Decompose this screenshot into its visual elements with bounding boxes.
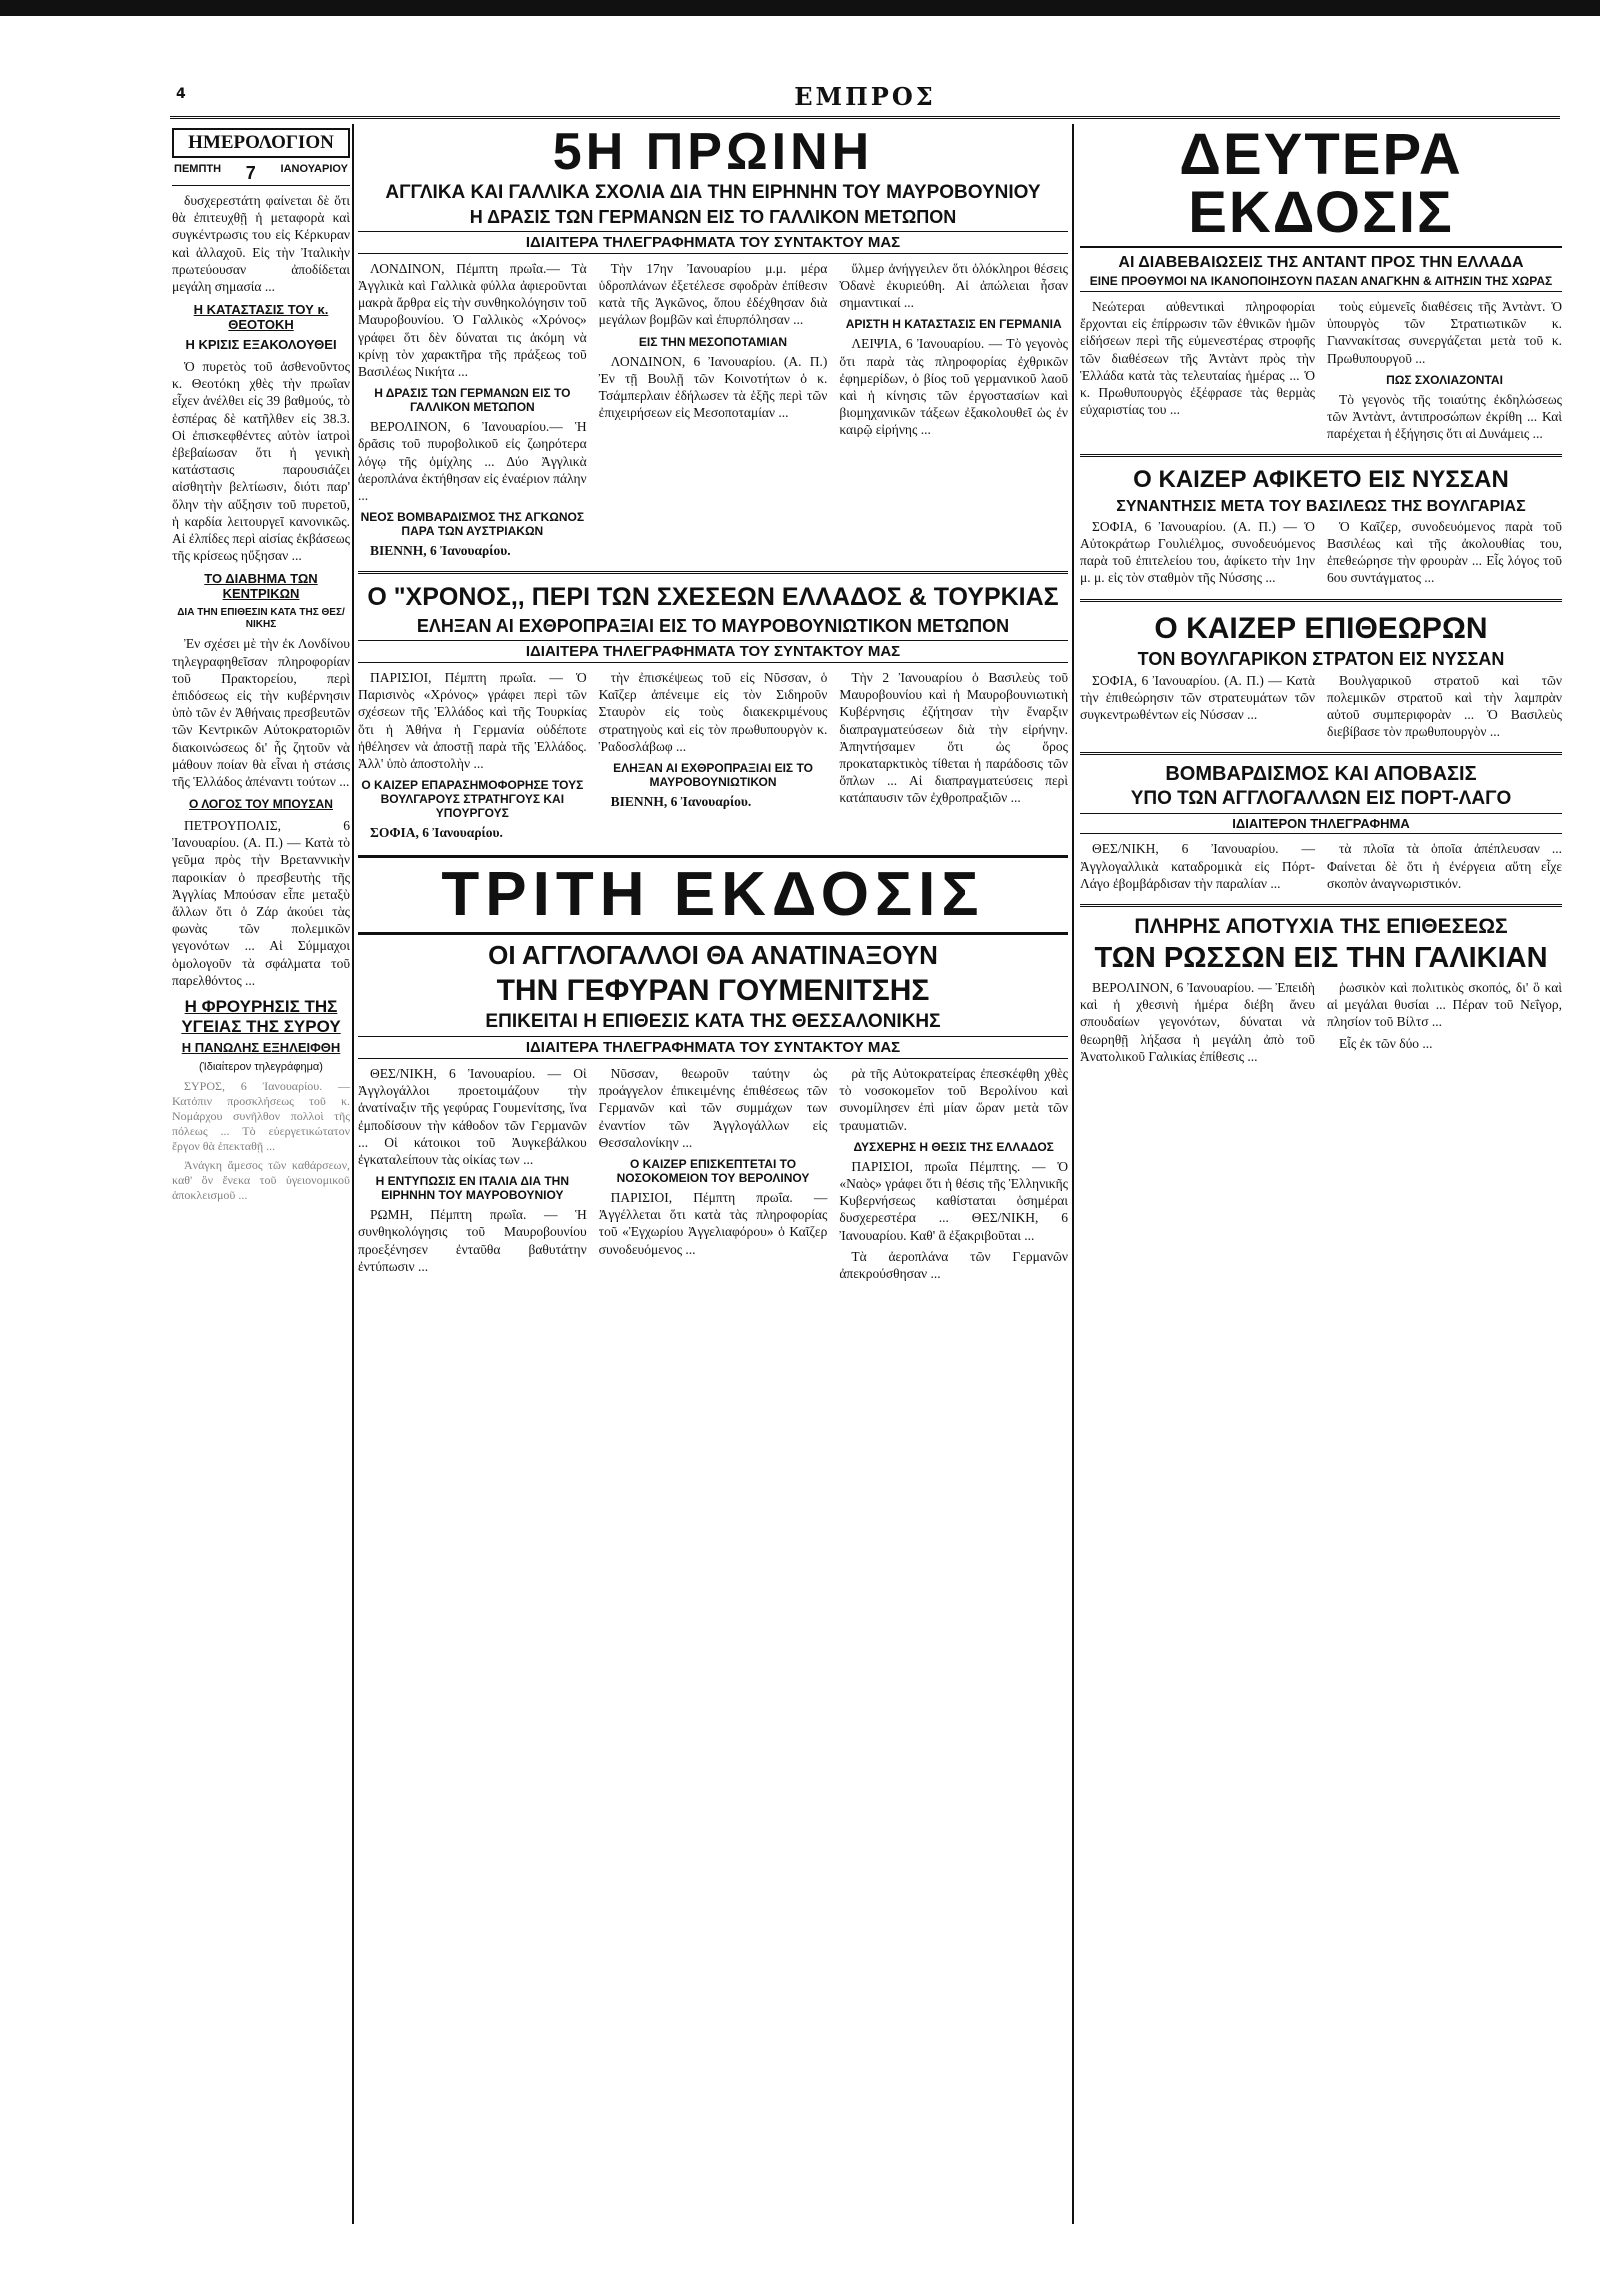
article-text: ΒΕΡΟΛΙΝΟΝ, 6 Ἰανουαρίου. — Ἐπειδὴ καὶ ἡ χθεσινὴ ἡμέρα διέβη ἄνευ σπουδαίων γεγονότων, δύναται νὰ θεωρηθῇ λήξασα ἡ μεγάλη ἀπὸ τοῦ Ἀνατολικοῦ Γαλικίας ἐπίθεσις ... [1080,979,1315,1064]
article-text: ΛΕΙΨΙΑ, 6 Ἰανουαρίου. — Τὸ γεγονὸς ὅτι παρὰ τὰς πληροφορίας ἐχθρικῶν ἐφημερίδων, ὁ βίος τοῦ γερμανικοῦ λαοῦ καὶ ἡ κίνησις τῶν ἐργοστασίων καὶ βιομηχανικῶν τάξεων ἐξακολουθεῖ ὡς ἐν καιρῷ εἰρήνης ... [839,336,1069,438]
telegram-label: ΙΔΙΑΙΤΕΡΑ ΤΗΛΕΓΡΑΦΗΜΑΤΑ ΤΟΥ ΣΥΝΤΑΚΤΟΥ ΜΑΣ [358,231,1068,254]
telegram-label: ΙΔΙΑΙΤΕΡΑ ΤΗΛΕΓΡΑΦΗΜΑΤΑ ΤΟΥ ΣΥΝΤΑΚΤΟΥ ΜΑΣ [358,1036,1068,1059]
article-text: ῥωσικὸν καὶ πολιτικὸς σκοπός, δι' ὃ καὶ αἱ μεγάλαι θυσίαι ... Πέραν τοῦ Νεΐγορ, πλησίον τοῦ Βίλτσ ... [1327,979,1562,1030]
headline: Ο ΚΑΙΖΕΡ ΕΠΙΘΕΩΡΩΝ [1154,611,1488,645]
headline: ΤΟ ΔΙΑΒΗΜΑ ΤΩΝ ΚΕΝΤΡΙΚΩΝ [204,571,318,602]
section-headline: 5Η ΠΡΩΙΝΗ [552,123,874,181]
subheadline: ΝΕΟΣ ΒΟΜΒΑΡΔΙΣΜΟΣ ΤΗΣ ΑΓΚΩΝΟΣ ΠΑΡΑ ΤΩΝ ΑΥΣΤΡΙΑΚΩΝ [360,510,585,539]
article-columns [1080,672,1562,745]
column-calendar [172,128,350,1207]
dateline: ΣΟΦΙΑ, 6 Ἰανουαρίου. [370,825,503,841]
subheadline: ΤΩΝ ΡΩΣΣΩΝ ΕΙΣ ΤΗΝ ΓΑΛΙΚΙΑΝ [1094,942,1548,975]
article-text: τὰ πλοῖα τὰ ὁποῖα ἀπέπλευσαν ... Φαίνεται δὲ ὅτι ἡ ἐνέργεια αὕτη εἶχε σκοπὸν ἀναγνωριστικόν. [1327,841,1562,891]
subheadline: Η ΔΡΑΣΙΣ ΤΩΝ ΓΕΡΜΑΝΩΝ ΕΙΣ ΤΟ ΓΑΛΛΙΚΟΝ ΜΕΤΩΠΟΝ [469,206,957,227]
date-bar [172,162,350,186]
article-text: ΠΑΡΙΣΙΟΙ, Πέμπτη πρωΐα. — Ὁ Παρισινὸς «Χρόνος» γράφει περὶ τῶν σχέσεων τῆς Ἑλλάδος καὶ τῆς Τουρκίας ὅτι ἡ Ἀθήνα ἡ Γερμανία οὐδέποτε ἠθέλησεν νὰ ἀποστῇ παρὰ τῆς Ἑλλάδος. Ἀλλ' ὑπὸ ἀποστολὴν ... [358,669,587,771]
article-text: τὴν ἐπισκέψεως τοῦ εἰς Νῦσσαν, ὁ Καῖζερ ἀπένειμε εἰς τὸν Σιδηροῦν Σταυρὸν εἰς τοὺς διακεκριμένους στρατηγοὺς καὶ εἰς τὸν πρωθυπουργὸν κ. Ῥαδοσλάβωφ ... [598,669,828,754]
dateline: ΒΙΕΝΝΗ, 6 Ἰανουαρίου. [610,793,752,809]
column-rule [352,124,354,2224]
article-text: ΠΑΡΙΣΙΟΙ, πρωΐα Πέμπτης. — Ὁ «Ναὸς» γράφει ὅτι ἡ θέσις τῆς Ἑλληνικῆς Κυβερνήσεως καθίσταται ὁσημέραι δυσχερεστέρα ... ΘΕΣ/ΝΙΚΗ, 6 Ἰανουαρίου. Καθ' ἃ ἐξακριβοῦται ... [839,1158,1069,1243]
section-headline: ΔΕΥΤΕΡΑ ΕΚΔΟΣΙΣ [1080,126,1562,248]
subheadline: ΕΠΙΚΕΙΤΑΙ Η ΕΠΙΘΕΣΙΣ ΚΑΤΑ ΤΗΣ ΘΕΣΣΑΛΟΝΙΚΗΣ [485,1010,941,1032]
headline: ΠΛΗΡΗΣ ΑΠΟΤΥΧΙΑ ΤΗΣ ΕΠΙΘΕΣΕΩΣ [1134,915,1508,939]
article-text: τοὺς εὐμενεῖς διαθέσεις τῆς Ἀντὰντ. Ὁ ὑπουργὸς τῶν Στρατιωτικῶν κ. Γιαννακίτσας συνεργάζεται μετὰ τοῦ κ. Πρωθυπουργοῦ ... [1327,299,1562,366]
article-columns [1080,298,1562,446]
article-text: Νῦσσαν, θεωροῦν ταύτην ὡς προάγγελον ἐπικειμένης ἐπιθέσεως τῶν Γερμανῶν καὶ τῶν συμμάχων των ἐναντίον τῶν Ἀγγλογάλλων εἰς Θεσσαλονίκην ... [598,1065,828,1150]
telegram-label: ΙΔΙΑΙΤΕΡΑ ΤΗΛΕΓΡΑΦΗΜΑΤΑ ΤΟΥ ΣΥΝΤΑΚΤΟΥ ΜΑΣ [358,640,1068,663]
top-black-band [0,0,1600,16]
headline: ΟΙ ΑΓΓΛΟΓΑΛΛΟΙ ΘΑ ΑΝΑΤΙΝΑΞΟΥΝ [488,940,938,971]
article-text: Τὴν 2 Ἰανουαρίου ὁ Βασιλεὺς τοῦ Μαυροβουνίου καὶ ἡ Μαυροβουνιωτικὴ Κυβέρνησις ἐζήτησαν τὴν ἔναρξιν διαπραγματεύσεων διὰ τὴν εἰρήνην. Ἀπηντήσαμεν ὅτι ὡς ὅρος προκαταρκτικὸς τίθεται ἡ παράδοσις τῶν ὅπλων ... Αἱ διαπραγματεύσεις περὶ κατάπαυσιν τῶν ἐχθροπραξιῶν ... [839,669,1069,806]
article-text: ΘΕΣ/ΝΙΚΗ, 6 Ἰανουαρίου. — Ἀγγλογαλλικὰ καταδρομικὰ εἰς Πόρτ-Λάγο ἐβομβάρδισαν τὴν παραλίαν ... [1080,841,1315,891]
subheadline: Η ΔΡΑΣΙΣ ΤΩΝ ΓΕΡΜΑΝΩΝ ΕΙΣ ΤΟ ΓΑΛΛΙΚΟΝ ΜΕΤΩΠΟΝ [374,386,571,415]
article-text: Τὰ ἀεροπλάνα τῶν Γερμανῶν ἀπεκρούσθησαν ... [839,1248,1069,1281]
date-day: ΠΕΜΠΤΗ [174,163,222,175]
subheadline: ΔΙΑ ΤΗΝ ΕΠΙΘΕΣΙΝ ΚΑΤΑ ΤΗΣ ΘΕΣ/ΝΙΚΗΣ [177,607,345,630]
article-text: Ἀνάγκη ἄμεσος τῶν καθάρσεων, καθ' ὃν ἕνεκα τοῦ ὑγειονομικοῦ ἀποκλεισμοῦ ... [172,1157,350,1202]
article-text: ΣΟΦΙΑ, 6 Ἰανουαρίου. (Α. Π.) — Ὁ Αὐτοκράτωρ Γουλιέλμος, συνοδευόμενος παρὰ τοῦ ἐπιτελείου του, ἀφίκετο τὴν 1ην μ. μ. εἰς τὸν σταθμὸν τῆς Νύσσης ... [1080,518,1315,586]
subheadline: ΤΟΝ ΒΟΥΛΓΑΡΙΚΟΝ ΣΤΡΑΤΟΝ ΕΙΣ ΝΥΣΣΑΝ [1137,648,1505,669]
article-columns [1080,979,1562,1069]
subheadline: Η ΠΑΝΩΛΗΣ ΕΞΗΛΕΙΦΘΗ [181,1040,341,1056]
article-galicia [1080,904,1562,1069]
article-text: ὕλμερ ἀνήγγειλεν ὅτι ὁλόκληροι θέσεις Ὀδανὲ ἐκυριεύθη. Αἱ ἀπώλειαι ἦσαν σημαντικαί ... [839,260,1069,311]
article-text: Ἐν σχέσει μὲ τὴν ἐκ Λονδίνου τηλεγραφηθεῖσαν πληροφορίαν τοῦ Πρακτορείου, περὶ ἐπιδόσεως εἰς τὴν κυβέρνησιν ὑπὸ τῶν ἐν Ἀθήναις πρεσβευτῶν τῶν Κεντρικῶν Αὐτοκρατοριῶν διακοινώσεως δι' ἧς ζητοῦν νὰ μάθουν ποίαν θὰ εἶναι ἡ στάσις τῆς Ἑλλάδος ἀπέναντι τούτων ... [172,636,350,789]
article-chronos [358,571,1068,845]
subheadline: Ο ΚΑΙΖΕΡ ΕΠΙΣΚΕΠΤΕΤΑΙ ΤΟ ΝΟΣΟΚΟΜΕΙΟΝ ΤΟΥ ΒΕΡΟΛΙΝΟΥ [616,1156,810,1185]
article-columns [358,260,1068,564]
article-columns [1080,518,1562,591]
article-kaiser-nis [1080,454,1562,590]
article-text: Νεώτεραι αὐθεντικαὶ πληροφορίαι ἔρχονται εἰς ἐπίρρωσιν τῶν ἐθνικῶν ἡμῶν εἰδήσεων περὶ τῆς εὐμενεστέρας στροφῆς τῶν διαθέσεων τῆς Ἀντὰντ πρὸς τὴν Ἑλλάδα κατὰ τὰς τελευταίας ἡμέρας ... Ὁ κ. Πρωθυπουργὸς ἐξέφρασε τὰς θερμὰς εὐχαριστίας του ... [1080,299,1315,418]
calendar-box-title: ΗΜΕΡΟΛΟΓΙΟΝ [172,128,350,158]
date-month: ΙΑΝΟΥΑΡΙΟΥ [280,163,348,175]
subheadline: Η ΚΡΙΣΙΣ ΕΞΑΚΟΛΟΥΘΕΙ [185,337,337,353]
subheadline: ΥΠΟ ΤΩΝ ΑΓΓΛΟΓΑΛΛΩΝ ΕΙΣ ΠΟΡΤ-ΛΑΓΟ [1130,788,1512,810]
subheadline: ΔΥΣΧΕΡΗΣ Η ΘΕΣΙΣ ΤΗΣ ΕΛΛΑΔΟΣ [853,1139,1054,1154]
newspaper-title: ΕΜΠΡΟΣ [794,82,936,111]
headline: Η ΦΡΟΥΡΗΣΙΣ ΤΗΣ ΥΓΕΙΑΣ ΤΗΣ ΣΥΡΟΥ [181,997,341,1036]
article-text: Βουλγαρικοῦ στρατοῦ καὶ τῶν πολεμικῶν στρατοῦ καὶ τὴν λαμπρὰν αὐτοῦ συμπεριφορὰν ... Ὁ Βασιλεὺς διεβίβασε τὸν πρωθυπουργὸν ... [1327,672,1562,740]
article-text: Τὸ γεγονὸς τῆς τοιαύτης ἐκδηλώσεως τῶν Ἀντὰντ, ἀντιπροσώπων ἐκρίθη ... Καὶ παρέχεται ἡ ἐξήγησις ὅτι αἱ Δυνάμεις ... [1327,391,1562,442]
article-text: ΘΕΣ/ΝΙΚΗ, 6 Ἰανουαρίου. — Οἱ Ἀγγλογάλλοι προετοιμάζουν τὴν ἀνατίναξιν τῆς γεφύρας Γουμενίτσης, ἵνα ἐμποδίσουν τὴν κάθοδον τῶν Γερμανῶν ... Οἱ κάτοικοι τοῦ Ἀυγκεβάλκου ἐγκαταλείπουν τὰς οἰκίας των ... [358,1065,587,1167]
article-text: Εἷς ἐκ τῶν δύο ... [1339,1035,1433,1051]
article-columns [358,669,1068,845]
article-text: Τὴν 17ην Ἰανουαρίου μ.μ. μέρα ὑδροπλάνων ἐξετέλεσε σφοδρὰν ἐπίθεσιν κατὰ τῆς Ἀγκῶνος, ὅπου ἐδέχθησαν διὰ μεγάλων βομβῶν καὶ ἐπυρπόλησαν ... [598,260,828,328]
article-text: ΠΕΤΡΟΥΠΟΛΙΣ, 6 Ἰανουαρίου. (Α. Π.) — Κατὰ τὸ γεῦμα πρὸς τὴν Βρεταννικὴν παροικίαν ὁ πρεσβευτὴς τῆς Ἀγγλίας Μπούσαν εἶπε μεταξὺ ἄλλων ὅτι ὁ Ζάρ ἀκούει τὰς φωνὰς τῶν πολεμικῶν γεγονότων ... Αἱ Σύμμαχοι ὁμολογοῦν τὰ σφάλματα τοῦ παρελθόντος ... [172,817,350,988]
article-text: ΛΟΝΔΙΝΟΝ, Πέμπτη πρωΐα.— Τὰ Ἀγγλικὰ καὶ Γαλλικὰ φύλλα ἀφιεροῦνται μακρὰ ἄρθρα εἰς τὴν συνθηκολόγησιν τοῦ Μαυροβουνίου. Ὁ Γαλλικὸς «Χρόνος» γράφει ὅτι δὲν δύναται τις ἀκόμη νὰ κρίνῃ τὸν χαρακτῆρα τῆς πράξεως τοῦ Βασιλέως Νικήτα ... [358,260,587,380]
headline: ΑΙ ΔΙΑΒΕΒΑΙΩΣΕΙΣ ΤΗΣ ΑΝΤΑΝΤ ΠΡΟΣ ΤΗΝ ΕΛΛΑΔΑ [1118,254,1524,271]
dateline: (Ἰδιαίτερον τηλεγράφημα) [199,1061,323,1074]
telegram-label: ΙΔΙΑΙΤΕΡΟΝ ΤΗΛΕΓΡΑΦΗΜΑ [1080,813,1562,834]
subheadline: ΕΙΝΕ ΠΡΟΘΥΜΟΙ ΝΑ ΙΚΑΝΟΠΟΙΗΣΟΥΝ ΠΑΣΑΝ ΑΝΑΓΚΗΝ & ΑΙΤΗΣΙΝ ΤΗΣ ΧΩΡΑΣ [1080,274,1562,292]
subheadline: ΣΥΝΑΝΤΗΣΙΣ ΜΕΤΑ ΤΟΥ ΒΑΣΙΛΕΩΣ ΤΗΣ ΒΟΥΛΓΑΡΙΑΣ [1116,497,1526,515]
article-text: Ὁ πυρετὸς τοῦ ἀσθενοῦντος κ. Θεοτόκη χθὲς τὴν πρωΐαν εἶχεν ἀνέλθει εἰς 39 βαθμούς, τὸ ἑσπέρας δὲ κατῆλθεν εἰς 38.3. Οἱ ἐπισκεφθέντες αὐτὸν ἰατροὶ ἐβεβαίωσαν ὅτι ἡ γενικὴ κατάστασις παρουσιάζει αἰσθητὴν βελτίωσιν, διότι παρ' ὅλην τὴν αὔξησιν τοῦ πυρετοῦ, ἡ καρδία λειτουργεῖ κανονικῶς. Αἱ ἐλπίδες περὶ αἰσίας ἐκβάσεως τῆς κρίσεως ηὔξησαν ... [172,359,350,564]
column-second-edition [1080,122,1562,1069]
dateline: ΒΙΕΝΝΗ, 6 Ἰανουαρίου. [370,543,511,559]
headline: ΤΗΝ ΓΕΦΥΡΑΝ ΓΟΥΜΕΝΙΤΣΗΣ [496,973,930,1007]
column-rule [1072,124,1074,2224]
article-text: ΡΩΜΗ, Πέμπτη πρωΐα. — Ἡ συνθηκολόγησις τοῦ Μαυροβουνίου προεξένησεν ἐνταῦθα βαθυτάτην ἐντύπωσιν ... [358,1207,587,1274]
article-text: ΣΟΦΙΑ, 6 Ἰανουαρίου. (Α. Π.) — Κατὰ τὴν ἐπιθεώρησιν τῶν στρατευμάτων τῶν συγκεντρωθέντων εἰς Νύσσαν ... [1080,672,1315,723]
article-text: ΒΕΡΟΛΙΝΟΝ, 6 Ἰανουαρίου.— Ἡ δρᾶσις τοῦ πυροβολικοῦ εἰς ζωηρότερα λόγῳ τῆς ὁμίχλης ... Δύο Ἀγγλικὰ ἀεροπλάνα ἐκτήθησαν εἰς ἐναέριον πάλην ... [358,419,587,504]
subheadline: Η ΕΝΤΥΠΩΣΙΣ ΕΝ ΙΤΑΛΙΑ ΔΙΑ ΤΗΝ ΕΙΡΗΝΗΝ ΤΟΥ ΜΑΥΡΟΒΟΥΝΙΟΥ [375,1174,569,1203]
page-number: 4 [176,86,186,102]
article-text: ΠΑΡΙΣΙΟΙ, Πέμπτη πρωΐα. — Ἀγγέλλεται ὅτι κατὰ τὰς πληροφορίας τοῦ «Ἐγχωρίου Ἀγγελιαφόρου» ὁ Καῖζερ συνοδευόμενος ... [598,1189,828,1257]
subheadline: ΕΛΗΞΑΝ ΑΙ ΕΧΘΡΟΠΡΑΞΙΑΙ ΕΙΣ ΤΟ ΜΑΥΡΟΒΟΥΝΙΩΤΙΚΟΝ [613,760,813,789]
article-columns [358,1065,1068,1286]
article-port-lagos [1080,752,1562,896]
subheadline: ΑΡΙΣΤΗ Η ΚΑΤΑΣΤΑΣΙΣ ΕΝ ΓΕΡΜΑΝΙΑ [845,317,1062,332]
subheadline: Ο ΚΑΙΖΕΡ ΕΠΑΡΑΣΗΜΟΦΟΡΗΣΕ ΤΟΥΣ ΒΟΥΛΓΑΡΟΥΣ ΣΤΡΑΤΗΓΟΥΣ ΚΑΙ ΥΠΟΥΡΓΟΥΣ [361,778,584,821]
article-text: Ὁ Καῖζερ, συνοδευόμενος παρὰ τοῦ Βασιλέως καὶ τῆς ἀκολουθίας του, ἐπεθεώρησε τὴν φρουρὰν ... Εἷς λόγος τοῦ 6ου συντάγματος ... [1327,518,1562,586]
article-text: ΛΟΝΔΙΝΟΝ, 6 Ἰανουαρίου. (Α. Π.) Ἐν τῇ Βουλῇ τῶν Κοινοτήτων ὁ κ. Τσάμπερλαιν ἐδήλωσεν τὰ ἑξῆς περὶ τῶν ἐπιχειρήσεων εἰς Μεσοποταμίαν ... [598,353,828,421]
headline: Ο "ΧΡΟΝΟΣ,, ΠΕΡΙ ΤΩΝ ΣΧΕΣΕΩΝ ΕΛΛΑΔΟΣ & ΤΟΥΡΚΙΑΣ [367,583,1059,612]
headline: Ο ΚΑΙΖΕΡ ΑΦΙΚΕΤΟ ΕΙΣ ΝΥΣΣΑΝ [1133,466,1509,494]
subheadline: ΕΛΗΞΑΝ ΑΙ ΕΧΘΡΟΠΡΑΞΙΑΙ ΕΙΣ ΤΟ ΜΑΥΡΟΒΟΥΝΙΩΤΙΚΟΝ ΜΕΤΩΠΟΝ [416,615,1010,636]
article-text: ρὰ τῆς Αὐτοκρατείρας ἐπεσκέφθη χθὲς τὸ νοσοκομεῖον τοῦ Βερολίνου καὶ συνομίλησεν ἐπὶ μίαν ὥραν μετὰ τῶν τραυματιῶν. [839,1065,1069,1133]
headline: ΒΟΜΒΑΡΔΙΣΜΟΣ ΚΑΙ ΑΠΟΒΑΣΙΣ [1165,763,1477,786]
headline: Η ΚΑΤΑΣΤΑΣΙΣ ΤΟΥ κ. ΘΕΟΤΟΚΗ [193,302,329,333]
column-main [358,123,1069,1286]
article-columns [1080,840,1562,896]
date-number: 7 [245,163,256,183]
masthead [170,82,1560,119]
article-text: ΣΥΡΟΣ, 6 Ἰανουαρίου. — Κατόπιν προσκλήσεως τοῦ κ. Νομάρχου συνῆλθον πολλοὶ τῆς πόλεως ... Τὸ εὐεργετικώτατον ἔργον θὰ ἐπεκταθῇ ... [172,1078,350,1153]
subheadline: ΕΙΣ ΤΗΝ ΜΕΣΟΠΟΤΑΜΙΑΝ [638,334,788,349]
section-headline: ΤΡΙΤΗ ΕΚΔΟΣΙΣ [358,855,1068,935]
headline: Ο ΛΟΓΟΣ ΤΟΥ ΜΠΟΥΣΑΝ [189,797,333,812]
headline: ΑΓΓΛΙΚΑ ΚΑΙ ΓΑΛΛΙΚΑ ΣΧΟΛΙΑ ΔΙΑ ΤΗΝ ΕΙΡΗΝΗΝ ΤΟΥ ΜΑΥΡΟΒΟΥΝΙΟΥ [385,182,1041,203]
article-kaiser-inspection [1080,599,1562,745]
article-text: δυσχερεστάτη φαίνεται δὲ ὅτι θὰ ἐπιτευχθῇ ἡ μεταφορὰ καὶ συγκέντρωσις του εἰς Κέρκυραν καὶ ἀλλαχοῦ. Εἰς τὴν Ἰταλικὴν πρωτεύουσαν ἀποδίδεται μεγάλη σημασία ... [172,193,350,295]
subheadline: ΠΩΣ ΣΧΟΛΙΑΖΟΝΤΑΙ [1386,372,1503,387]
